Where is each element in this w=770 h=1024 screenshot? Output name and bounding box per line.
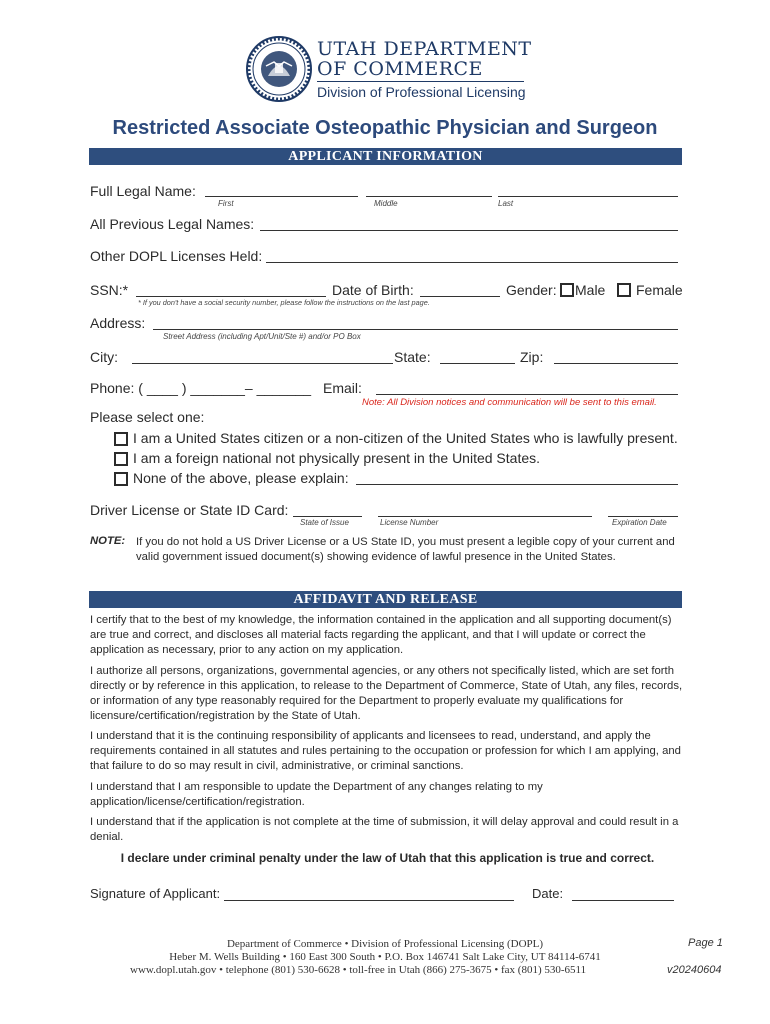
zip-field[interactable] [554,363,678,364]
state-field[interactable] [440,363,515,364]
option-foreign-national-label: I am a foreign national not physically present in the United States. [133,450,541,466]
footer-line-1: Department of Commerce • Division of Professional Licensing (DOPL) [226,938,544,950]
affidavit-paragraph-1: I certify that to the best of my knowledge, the information contained in the application and all supporting document(s) are true and correct, and discloses all material facts regarding the applicant, and that I will update or correct the application as necessary, prior to any action on my application. [90,614,672,656]
dl-expiration-hint: Expiration Date [612,518,667,527]
email-field[interactable] [376,394,678,395]
form-version: v20240604 [667,964,722,976]
option-foreign-national-checkbox[interactable] [114,452,128,466]
last-name-field[interactable] [498,196,678,197]
division-name: Division of Professional Licensing [317,84,526,100]
department-name-line1: UTAH DEPARTMENT [317,38,532,60]
dob-label: Date of Birth: [332,282,414,298]
affidavit-paragraph-4: I understand that I am responsible to update the Department of any changes relating to my application/license/certification/registration. [90,781,543,808]
page-number: Page 1 [688,937,723,949]
full-legal-name-label: Full Legal Name: [90,183,196,199]
option-citizen-checkbox[interactable] [114,432,128,446]
state-label: State: [394,349,431,365]
email-label: Email: [323,380,362,396]
other-licenses-field[interactable] [266,262,678,263]
signature-label: Signature of Applicant: [90,886,221,901]
city-label: City: [90,349,118,365]
gender-label: Gender: [506,282,557,298]
city-field[interactable] [132,363,393,364]
date-label: Date: [532,886,564,901]
affidavit-paragraph-2: I authorize all persons, organizations, governmental agencies, or any others not specifically listed, which are set forth directly or by reference in this application, to release to the Department of Commerce, State of Utah, any files, records, or information of any type reasonably required for the Department to properly evaluate my qualifications for licensure/certification/registration by the State of Utah. [90,665,683,722]
other-licenses-label: Other DOPL Licenses Held: [90,248,263,264]
section-header-affidavit: AFFIDAVIT AND RELEASE [89,591,682,608]
option-none-explain-field[interactable] [356,484,678,485]
gender-male-checkbox[interactable] [560,283,574,297]
address-field[interactable] [153,329,678,330]
ssn-field[interactable] [136,296,326,297]
address-label: Address: [90,315,146,331]
date-field[interactable] [572,900,674,901]
dl-state-hint: State of Issue [300,518,349,527]
ssn-note: * If you don't have a social security number, please follow the instructions on the last page. [138,298,430,307]
zip-label: Zip: [520,349,544,365]
dl-number-hint: License Number [380,518,439,527]
last-name-hint: Last [498,199,514,208]
gender-female-label: Female [636,282,683,298]
dob-field[interactable] [420,296,500,297]
affidavit-paragraph-3: I understand that it is the continuing responsibility of applicants and licensees to read, understand, and apply the requirements contained in all statutes and rules pertaining to the occupation or profession for which I am applying, and that failure to do so may result in civil, administrative, or criminal sanctions. [90,730,681,772]
previous-names-label: All Previous Legal Names: [90,216,255,232]
middle-name-hint: Middle [374,199,398,208]
department-name-line2: OF COMMERCE [317,58,483,80]
dl-number-field[interactable] [378,516,592,517]
middle-name-field[interactable] [366,196,492,197]
dl-state-field[interactable] [293,516,362,517]
option-citizen-label: I am a United States citizen or a non-citizen of the United States who is lawfully present. [133,430,678,446]
first-name-hint: First [218,199,234,208]
option-none-label: None of the above, please explain: [133,470,349,486]
dl-expiration-field[interactable] [608,516,678,517]
form-title: Restricted Associate Osteopathic Physician and Surgeon [112,117,658,139]
address-hint: Street Address (including Apt/Unit/Ste #) and/or PO Box [163,332,361,341]
utah-state-seal-icon [246,36,312,102]
option-none-checkbox[interactable] [114,472,128,486]
footer-line-2: Heber M. Wells Building • 160 East 300 South • P.O. Box 146741 Salt Lake City, UT 84114-6741 [169,951,601,963]
section-header-applicant: APPLICANT INFORMATION [89,148,682,165]
gender-female-checkbox[interactable] [617,283,631,297]
affidavit-paragraph-5: I understand that if the application is not complete at the time of submission, it will delay approval and could result in a denial. [90,816,679,843]
logo-divider [317,81,524,82]
gender-male-label: Male [575,282,606,298]
first-name-field[interactable] [205,196,358,197]
footer-line-3: www.dopl.utah.gov • telephone (801) 530-6628 • toll-free in Utah (866) 275-3675 • fax (801) 530-6511 [130,964,587,976]
select-one-label: Please select one: [90,409,205,425]
driver-license-label: Driver License or State ID Card: [90,502,289,518]
ssn-label: SSN:* [90,282,129,298]
note-label: NOTE: [90,535,126,547]
previous-names-field[interactable] [260,230,678,231]
email-note: Note: All Division notices and communication will be sent to this email. [362,397,657,408]
signature-field[interactable] [224,900,514,901]
note-text: If you do not hold a US Driver License or a US State ID, you must present a legible copy of your current and valid government issued document(s) showing evidence of lawful presence in the United States. [136,536,675,563]
declaration-statement: I declare under criminal penalty under the law of Utah that this application is true and correct. [120,851,655,865]
phone-field[interactable]: Phone: ( ____ ) _______– _______ [90,380,312,396]
